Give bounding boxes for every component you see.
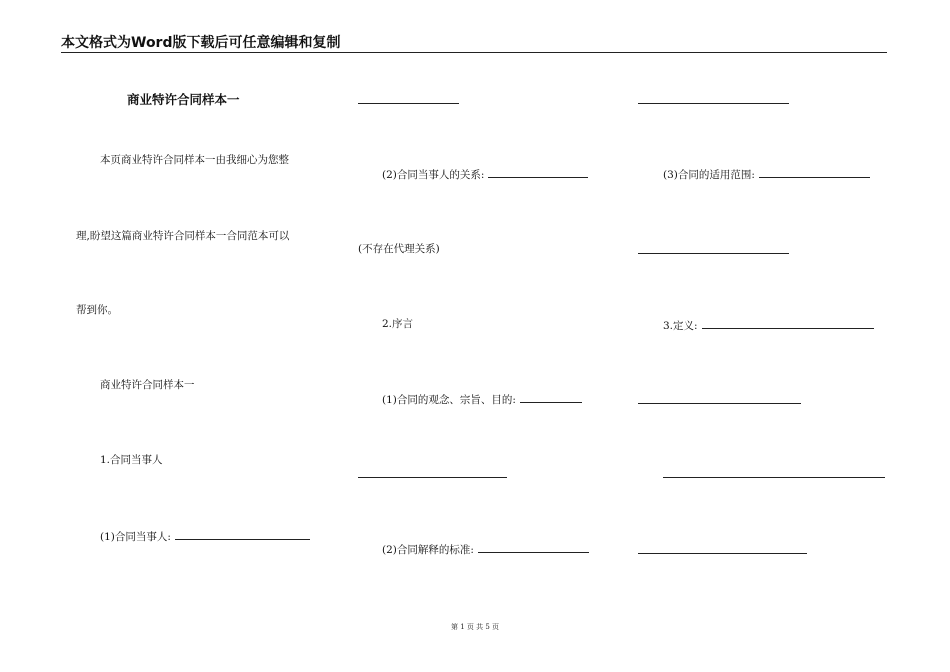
intro-line-1: 本页商业特许合同样本一由我细心为您整 [100,154,289,166]
section-3-label: 3.定义: [663,320,698,332]
section-subtitle: 商业特许合同样本一 [100,379,195,391]
document-header: 本文格式为Word版下载后可任意编辑和复制 [61,35,341,51]
section-3-heading [663,317,874,333]
item-2-3 [663,166,870,182]
item-2-1-label: (1)合同的观念、宗旨、目的: [382,394,516,406]
blank-field[interactable] [759,166,870,178]
blank-field[interactable] [478,541,589,553]
item-2-2-label: (2)合同解释的标准: [382,544,474,556]
item-1-1 [100,528,310,544]
blank-field[interactable] [175,528,310,540]
blank-field[interactable] [520,391,582,403]
header-rule [61,52,887,53]
document-title: 商业特许合同样本一 [127,92,240,107]
blank-field[interactable] [702,317,874,329]
item-1-1-label: (1)合同当事人: [100,531,171,543]
page-number: 第 1 页 共 5 页 [450,623,500,631]
item-2-1 [382,391,582,407]
blank-line[interactable] [358,477,507,478]
intro-line-3: 帮到你。 [76,304,118,316]
item-2-2 [382,541,589,557]
blank-line[interactable] [638,253,789,254]
blank-line[interactable] [638,103,789,104]
blank-line[interactable] [358,103,459,104]
item-1-2-label: (2)合同当事人的关系: [382,169,485,181]
item-2-3-label: (3)合同的适用范围: [663,169,755,181]
intro-line-2: 理,盼望这篇商业特许合同样本一合同范本可以 [76,230,290,242]
blank-line[interactable] [663,477,885,478]
section-2-heading: 2.序言 [382,318,414,330]
blank-line[interactable] [638,553,807,554]
item-1-2-note: (不存在代理关系) [358,243,440,255]
item-1-2 [382,166,588,182]
blank-line[interactable] [638,403,801,404]
section-1-heading: 1.合同当事人 [100,454,163,466]
blank-field[interactable] [488,166,588,178]
